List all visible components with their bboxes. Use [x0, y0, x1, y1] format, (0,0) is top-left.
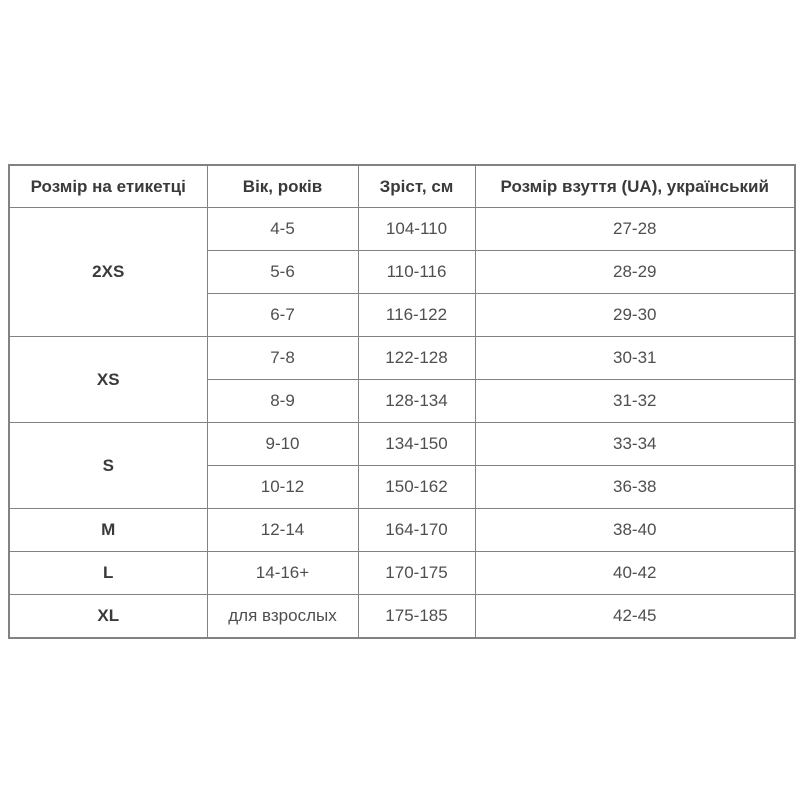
table-row	[9, 208, 795, 251]
size-table-head-row	[9, 165, 795, 208]
height-cell: 175-185	[358, 595, 475, 639]
height-cell: 128-134	[358, 380, 475, 423]
size-label-cell: M	[9, 509, 207, 552]
age-cell: 5-6	[207, 251, 358, 294]
height-cell: 164-170	[358, 509, 475, 552]
age-cell: 4-5	[207, 208, 358, 251]
column-header: Вік, років	[207, 165, 358, 208]
shoe-size-cell: 29-30	[475, 294, 795, 337]
table-row	[9, 337, 795, 380]
shoe-size-cell: 40-42	[475, 552, 795, 595]
age-cell: 8-9	[207, 380, 358, 423]
shoe-size-cell: 31-32	[475, 380, 795, 423]
height-cell: 110-116	[358, 251, 475, 294]
size-label-cell: XL	[9, 595, 207, 639]
age-cell: для взрослых	[207, 595, 358, 639]
age-cell: 7-8	[207, 337, 358, 380]
column-header: Розмір на етикетці	[9, 165, 207, 208]
size-chart-table	[8, 164, 796, 639]
height-cell: 122-128	[358, 337, 475, 380]
shoe-size-cell: 36-38	[475, 466, 795, 509]
height-cell: 150-162	[358, 466, 475, 509]
column-header: Розмір взуття (UA), український	[475, 165, 795, 208]
shoe-size-cell: 27-28	[475, 208, 795, 251]
shoe-size-cell: 33-34	[475, 423, 795, 466]
size-label-cell: L	[9, 552, 207, 595]
table-row	[9, 595, 795, 639]
shoe-size-cell: 28-29	[475, 251, 795, 294]
height-cell: 134-150	[358, 423, 475, 466]
height-cell: 170-175	[358, 552, 475, 595]
column-header: Зріст, см	[358, 165, 475, 208]
size-table-body	[9, 208, 795, 639]
shoe-size-cell: 38-40	[475, 509, 795, 552]
size-label-cell: 2XS	[9, 208, 207, 337]
size-label-cell: XS	[9, 337, 207, 423]
table-row	[9, 509, 795, 552]
age-cell: 12-14	[207, 509, 358, 552]
shoe-size-cell: 42-45	[475, 595, 795, 639]
age-cell: 9-10	[207, 423, 358, 466]
size-label-cell: S	[9, 423, 207, 509]
table-row	[9, 552, 795, 595]
age-cell: 10-12	[207, 466, 358, 509]
age-cell: 6-7	[207, 294, 358, 337]
age-cell: 14-16+	[207, 552, 358, 595]
height-cell: 116-122	[358, 294, 475, 337]
table-row	[9, 423, 795, 466]
shoe-size-cell: 30-31	[475, 337, 795, 380]
height-cell: 104-110	[358, 208, 475, 251]
